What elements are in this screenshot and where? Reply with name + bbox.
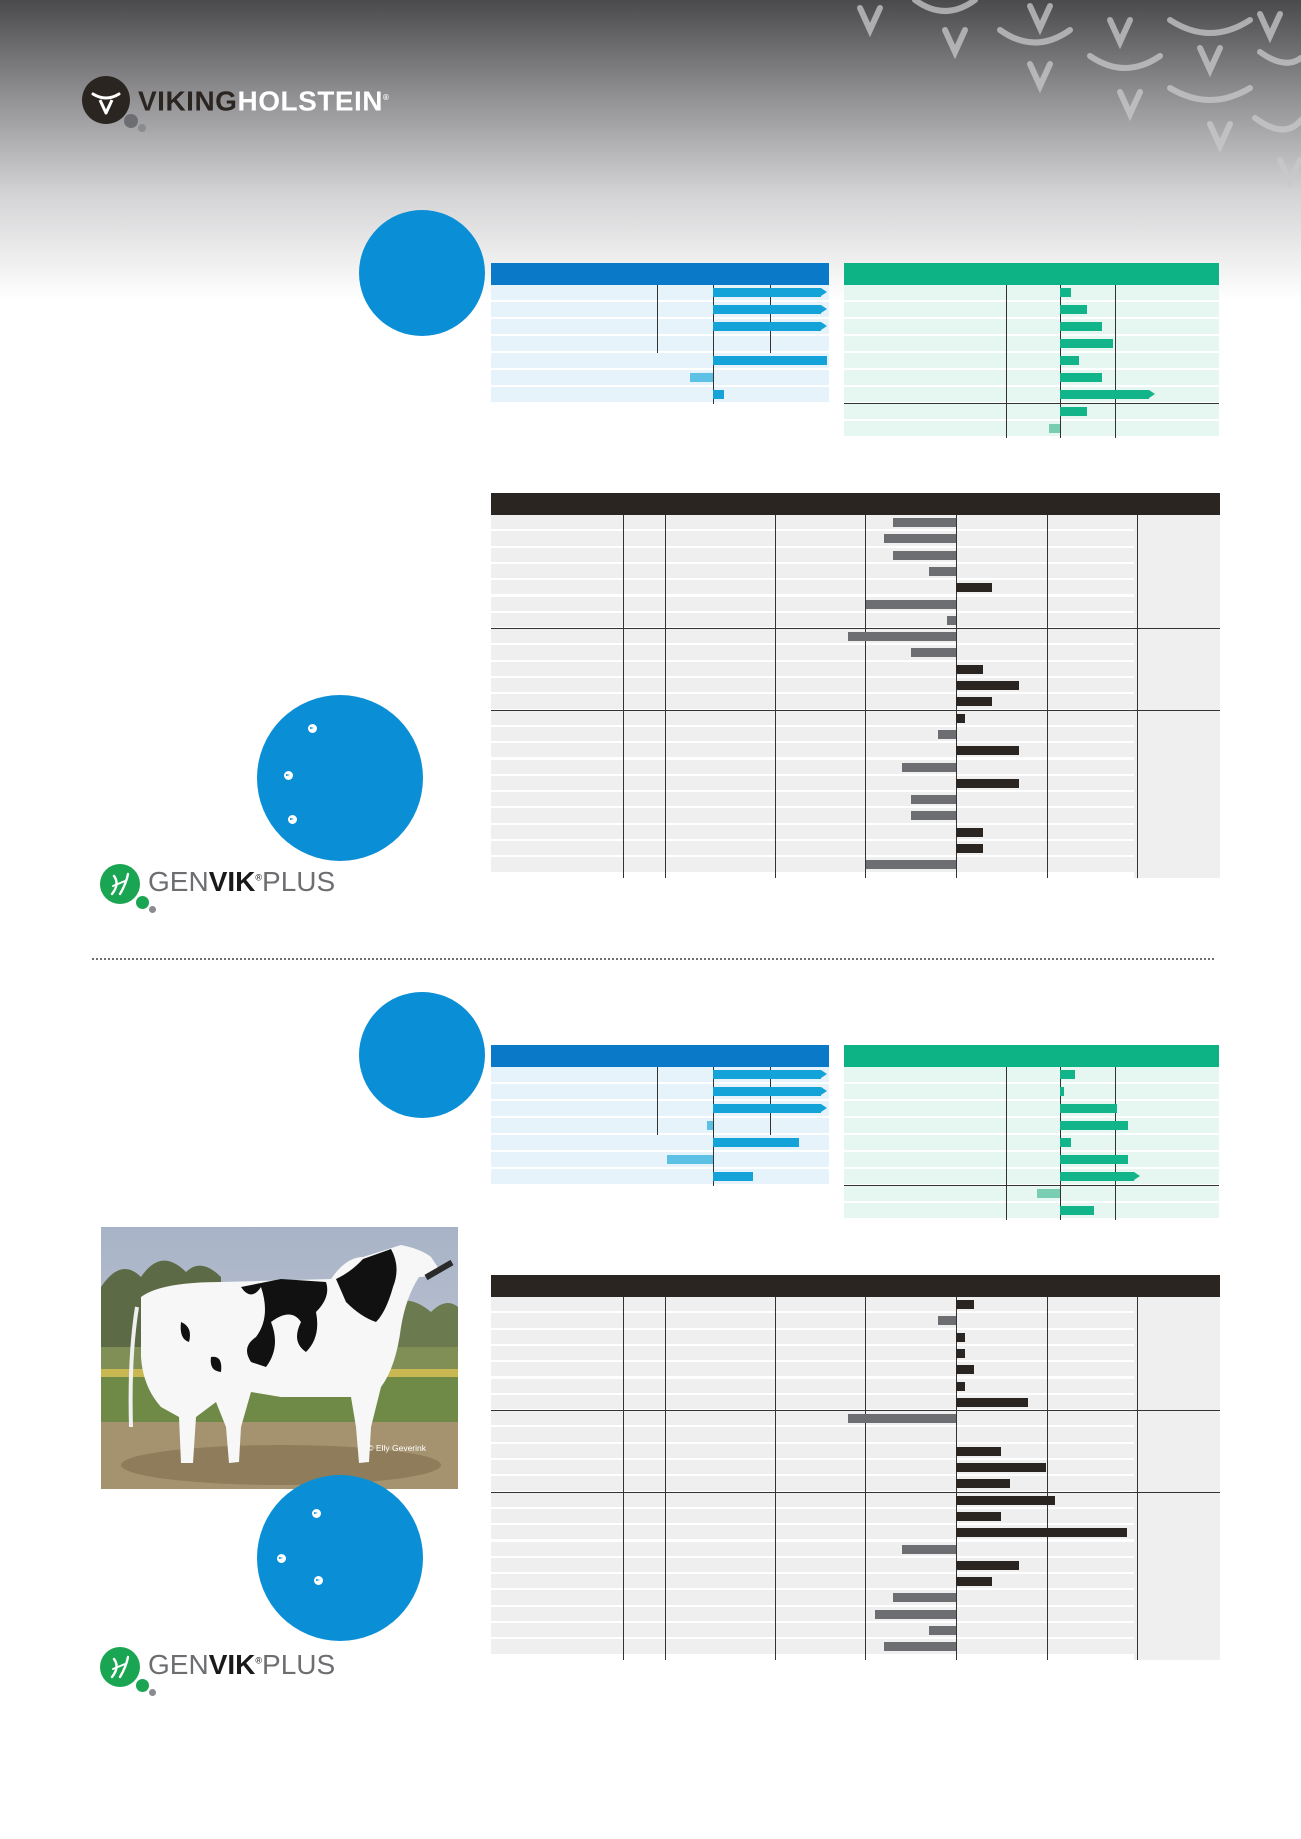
health-divider bbox=[844, 403, 1219, 404]
health-row bbox=[844, 1152, 1219, 1167]
arrow-bullet-icon bbox=[308, 724, 317, 733]
health-bar bbox=[1060, 305, 1087, 314]
conformation-header bbox=[491, 1275, 1220, 1297]
bar-arrow-tip bbox=[821, 1070, 827, 1078]
conformation-row bbox=[491, 597, 1134, 611]
logo-wordmark bbox=[138, 82, 389, 117]
conformation-group-divider bbox=[491, 1492, 1220, 1493]
production-row bbox=[491, 1118, 829, 1133]
conformation-gridline bbox=[1137, 515, 1138, 878]
conformation-bar bbox=[893, 1593, 956, 1602]
health-bar bbox=[1060, 407, 1087, 416]
conformation-bar bbox=[893, 551, 956, 560]
bar-arrow-tip bbox=[1149, 390, 1155, 398]
genvik-vik-text: VIK bbox=[208, 1649, 256, 1680]
genvik-plus-logo bbox=[100, 1643, 340, 1703]
bar-arrow-tip bbox=[821, 322, 827, 330]
conformation-bar bbox=[956, 1512, 1001, 1521]
conformation-row bbox=[491, 1411, 1134, 1425]
production-bar bbox=[713, 288, 821, 297]
bull1-index-circle bbox=[359, 210, 485, 336]
arrow-bullet-icon bbox=[284, 771, 293, 780]
conformation-row bbox=[491, 1509, 1134, 1523]
conformation-bar bbox=[866, 600, 956, 609]
genvik-dot-small bbox=[149, 906, 156, 913]
conformation-bar bbox=[956, 697, 992, 706]
conformation-gridline bbox=[623, 1297, 624, 1660]
production-row bbox=[491, 1169, 829, 1184]
bull2-conformation-panel bbox=[491, 1275, 1220, 1660]
health-row bbox=[844, 421, 1219, 436]
conformation-row bbox=[491, 1542, 1134, 1556]
conformation-bar bbox=[911, 795, 956, 804]
conformation-group-divider bbox=[491, 710, 1220, 711]
bar-arrow-tip bbox=[821, 1087, 827, 1095]
bull1-health-panel bbox=[844, 263, 1219, 439]
production-gridline bbox=[713, 1067, 714, 1186]
health-row bbox=[844, 1186, 1219, 1201]
conformation-bar bbox=[956, 779, 1019, 788]
production-gridline bbox=[657, 1067, 658, 1135]
health-header bbox=[844, 1045, 1219, 1067]
conformation-bar bbox=[902, 763, 956, 772]
conformation-row bbox=[491, 743, 1134, 757]
health-gridline bbox=[1006, 1067, 1007, 1220]
production-gridline bbox=[713, 285, 714, 404]
health-row bbox=[844, 353, 1219, 368]
health-row bbox=[844, 336, 1219, 351]
conformation-gridline bbox=[775, 1297, 776, 1660]
conformation-bar bbox=[956, 681, 1019, 690]
health-bar bbox=[1060, 1172, 1134, 1181]
genvik-registered-mark: ® bbox=[255, 872, 263, 883]
production-bar bbox=[690, 373, 713, 382]
bull1-info-circle bbox=[257, 695, 423, 861]
conformation-bar bbox=[956, 1528, 1127, 1537]
conformation-bar bbox=[956, 1577, 992, 1586]
conformation-row bbox=[491, 515, 1134, 529]
health-row bbox=[844, 387, 1219, 402]
genvik-plus-text: PLUS bbox=[262, 866, 336, 897]
production-row bbox=[491, 370, 829, 385]
conformation-row bbox=[491, 580, 1134, 594]
conformation-row bbox=[491, 613, 1134, 627]
conformation-row bbox=[491, 1623, 1134, 1637]
health-bar bbox=[1060, 373, 1102, 382]
genvik-dot-small bbox=[149, 1689, 156, 1696]
genvik-vik-text: VIK bbox=[208, 866, 256, 897]
conformation-row bbox=[491, 1346, 1134, 1360]
genvik-wordmark bbox=[148, 866, 335, 898]
conformation-bar bbox=[938, 730, 956, 739]
conformation-bar bbox=[911, 811, 956, 820]
conformation-bar bbox=[848, 1414, 956, 1423]
conformation-bar bbox=[893, 518, 956, 527]
photo-credit: © Elly Geverink bbox=[367, 1443, 426, 1453]
conformation-row bbox=[491, 1444, 1134, 1458]
section-divider bbox=[92, 958, 1214, 960]
conformation-gridline bbox=[775, 515, 776, 878]
conformation-row bbox=[491, 1607, 1134, 1621]
health-gridline bbox=[1115, 285, 1116, 438]
production-bar bbox=[713, 356, 827, 365]
conformation-row bbox=[491, 857, 1134, 871]
conformation-bar bbox=[875, 1610, 956, 1619]
bull2-health-panel bbox=[844, 1045, 1219, 1221]
production-bar bbox=[713, 390, 724, 399]
conformation-row bbox=[491, 760, 1134, 774]
genvik-registered-mark: ® bbox=[255, 1655, 263, 1666]
conformation-gridline bbox=[865, 1297, 866, 1660]
genvik-gen-text: GEN bbox=[148, 1649, 209, 1680]
health-bar bbox=[1060, 1121, 1128, 1130]
conformation-row bbox=[491, 564, 1134, 578]
production-bar bbox=[713, 305, 821, 314]
bar-arrow-tip bbox=[1134, 1172, 1140, 1180]
health-bar bbox=[1060, 339, 1113, 348]
logo-holstein-text: HOLSTEIN bbox=[237, 85, 384, 117]
conformation-row bbox=[491, 1313, 1134, 1327]
conformation-bar bbox=[884, 1642, 956, 1651]
health-bar bbox=[1049, 424, 1060, 433]
bull2-production-panel bbox=[491, 1045, 829, 1187]
conformation-bar bbox=[956, 844, 983, 853]
conformation-row bbox=[491, 841, 1134, 855]
registered-mark: ® bbox=[383, 93, 390, 102]
conformation-row bbox=[491, 1639, 1134, 1653]
production-bar bbox=[713, 1087, 821, 1096]
health-bar bbox=[1060, 1070, 1075, 1079]
dna-icon bbox=[100, 1647, 140, 1687]
health-row bbox=[844, 319, 1219, 334]
conformation-row bbox=[491, 727, 1134, 741]
bull2-info-circle bbox=[257, 1475, 423, 1641]
health-bar bbox=[1060, 390, 1149, 399]
conformation-bar bbox=[884, 534, 956, 543]
production-header bbox=[491, 263, 829, 285]
conformation-bar bbox=[848, 632, 956, 641]
logo-dot bbox=[124, 114, 138, 128]
bull2-index-circle bbox=[359, 992, 485, 1118]
conformation-group-divider bbox=[491, 628, 1220, 629]
conformation-gridline bbox=[865, 515, 866, 878]
health-row bbox=[844, 1118, 1219, 1133]
health-row bbox=[844, 1135, 1219, 1150]
logo-viking-text: VIKING bbox=[138, 85, 238, 117]
health-row bbox=[844, 1203, 1219, 1218]
production-gridline bbox=[657, 285, 658, 353]
health-bar bbox=[1060, 288, 1071, 297]
conformation-bar bbox=[902, 1545, 956, 1554]
conformation-row bbox=[491, 1379, 1134, 1393]
dna-icon bbox=[100, 864, 140, 904]
health-bar bbox=[1037, 1189, 1060, 1198]
conformation-row bbox=[491, 1297, 1134, 1311]
arrow-bullet-icon bbox=[277, 1554, 286, 1563]
health-bar bbox=[1060, 1206, 1094, 1215]
conformation-bar bbox=[956, 714, 965, 723]
production-bar bbox=[667, 1155, 713, 1164]
conformation-row bbox=[491, 678, 1134, 692]
production-bar bbox=[713, 1070, 821, 1079]
health-row bbox=[844, 1169, 1219, 1184]
production-row bbox=[491, 1152, 829, 1167]
conformation-bar bbox=[956, 1398, 1028, 1407]
conformation-gridline bbox=[1137, 1297, 1138, 1660]
conformation-row bbox=[491, 711, 1134, 725]
conformation-bar bbox=[866, 860, 956, 869]
genvik-plus-logo bbox=[100, 860, 340, 920]
bull1-conformation-panel bbox=[491, 493, 1220, 878]
bar-arrow-tip bbox=[821, 305, 827, 313]
conformation-row bbox=[491, 1590, 1134, 1604]
conformation-gridline bbox=[1047, 1297, 1048, 1660]
conformation-bar bbox=[956, 1382, 965, 1391]
conformation-row bbox=[491, 694, 1134, 708]
conformation-gridline bbox=[1047, 515, 1048, 878]
conformation-row bbox=[491, 1574, 1134, 1588]
conformation-header bbox=[491, 493, 1220, 515]
conformation-gridline bbox=[665, 1297, 666, 1660]
conformation-row bbox=[491, 548, 1134, 562]
conformation-row bbox=[491, 629, 1134, 643]
conformation-bar bbox=[929, 567, 956, 576]
bar-arrow-tip bbox=[821, 1104, 827, 1112]
conformation-row bbox=[491, 1476, 1134, 1490]
production-row bbox=[491, 336, 829, 351]
production-bar bbox=[713, 1138, 799, 1147]
conformation-gridline bbox=[623, 515, 624, 878]
conformation-row bbox=[491, 792, 1134, 806]
conformation-bar bbox=[956, 1496, 1055, 1505]
conformation-bar bbox=[956, 1479, 1010, 1488]
conformation-bar bbox=[911, 648, 956, 657]
conformation-bar bbox=[956, 1463, 1046, 1472]
conformation-side-column bbox=[1134, 515, 1220, 878]
health-bar bbox=[1060, 356, 1079, 365]
conformation-row bbox=[491, 1395, 1134, 1409]
conformation-row bbox=[491, 1427, 1134, 1441]
conformation-row bbox=[491, 808, 1134, 822]
health-gridline bbox=[1006, 285, 1007, 438]
health-row bbox=[844, 370, 1219, 385]
health-gridline bbox=[1115, 1067, 1116, 1220]
conformation-row bbox=[491, 645, 1134, 659]
genvik-gen-text: GEN bbox=[148, 866, 209, 897]
health-bar bbox=[1060, 1104, 1117, 1113]
health-row bbox=[844, 404, 1219, 419]
conformation-bar bbox=[938, 1316, 956, 1325]
viking-holstein-logo bbox=[82, 74, 422, 134]
conformation-row bbox=[491, 662, 1134, 676]
conformation-row bbox=[491, 825, 1134, 839]
conformation-bar bbox=[947, 616, 956, 625]
conformation-row bbox=[491, 776, 1134, 790]
health-bar bbox=[1060, 322, 1102, 331]
logo-dot-small bbox=[138, 124, 146, 132]
conformation-bar bbox=[956, 1300, 974, 1309]
production-bar bbox=[707, 1121, 713, 1130]
conformation-bar bbox=[956, 1333, 965, 1342]
health-row bbox=[844, 302, 1219, 317]
conformation-bar bbox=[956, 665, 983, 674]
arrow-bullet-icon bbox=[288, 815, 297, 824]
health-row bbox=[844, 1067, 1219, 1082]
conformation-bar bbox=[956, 1561, 1019, 1570]
conformation-bar bbox=[929, 1626, 956, 1635]
genvik-plus-text: PLUS bbox=[262, 1649, 336, 1680]
bar-arrow-tip bbox=[821, 288, 827, 296]
health-header bbox=[844, 263, 1219, 285]
conformation-bar bbox=[956, 1365, 974, 1374]
conformation-bar bbox=[956, 1349, 965, 1358]
health-bar bbox=[1060, 1138, 1071, 1147]
genvik-wordmark bbox=[148, 1649, 335, 1681]
conformation-bar bbox=[956, 583, 992, 592]
health-row bbox=[844, 285, 1219, 300]
bull2-photo bbox=[101, 1227, 458, 1489]
conformation-row bbox=[491, 1330, 1134, 1344]
health-bar bbox=[1060, 1087, 1064, 1096]
bull1-production-panel bbox=[491, 263, 829, 405]
health-bar bbox=[1060, 1155, 1128, 1164]
production-bar bbox=[713, 322, 821, 331]
conformation-gridline bbox=[956, 515, 957, 878]
conformation-row bbox=[491, 531, 1134, 545]
conformation-gridline bbox=[665, 515, 666, 878]
conformation-bar bbox=[956, 1447, 1001, 1456]
production-header bbox=[491, 1045, 829, 1067]
production-row bbox=[491, 387, 829, 402]
conformation-row bbox=[491, 1558, 1134, 1572]
health-row bbox=[844, 1101, 1219, 1116]
conformation-bar bbox=[956, 746, 1019, 755]
conformation-side-column bbox=[1134, 1297, 1220, 1660]
conformation-row bbox=[491, 1362, 1134, 1376]
health-row bbox=[844, 1084, 1219, 1099]
health-divider bbox=[844, 1185, 1219, 1186]
conformation-group-divider bbox=[491, 1410, 1220, 1411]
production-bar bbox=[713, 1104, 821, 1113]
conformation-bar bbox=[956, 828, 983, 837]
production-bar bbox=[713, 1172, 753, 1181]
arrow-bullet-icon bbox=[312, 1509, 321, 1518]
bull-head-icon bbox=[82, 76, 130, 124]
arrow-bullet-icon bbox=[314, 1576, 323, 1585]
